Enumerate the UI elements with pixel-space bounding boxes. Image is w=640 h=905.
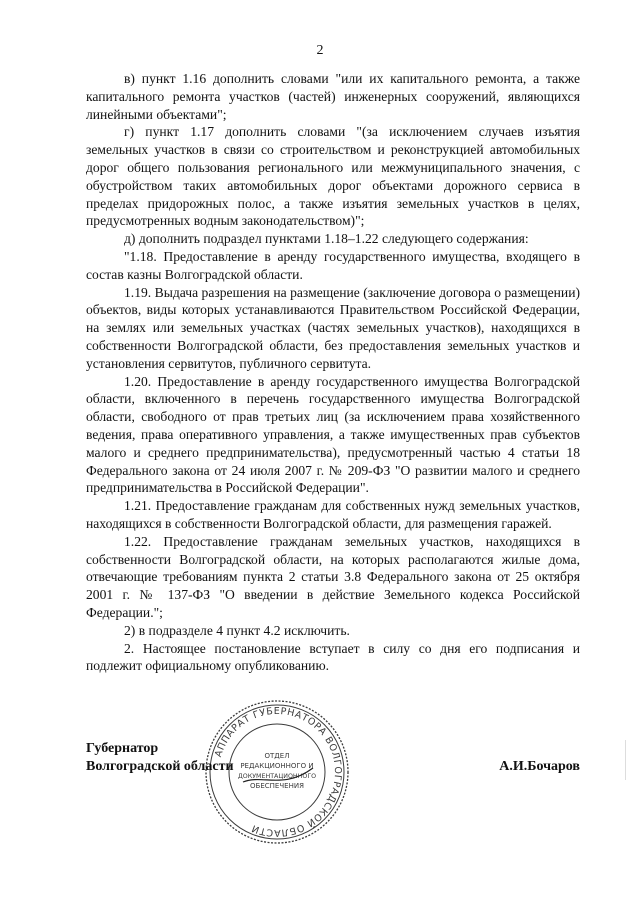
stamp-ring-text: АППАРАТ ГУБЕРНАТОРА ВОЛГОГРАДСКОЙ ОБЛАСТИ	[213, 705, 344, 839]
signatory-region: Волгоградской области	[86, 759, 234, 774]
paragraph: г) пункт 1.17 дополнить словами "(за исключением случаев изъятия земельных участков в связи со строительством и реконструкцией автомобильных дорог общего пользования регионального или межмуниципального значения, с обустройством таких автомобильных дорог объектами дорожного сервиса в пределах придорожных полос, а также изъятия земельных участков в целях, предусмотренных водным законодательством)";	[86, 124, 580, 229]
signature-block	[86, 740, 580, 776]
stamp-line: ОТДЕЛ	[264, 752, 290, 760]
page-number: 2	[316, 43, 324, 58]
paragraph: в) пункт 1.16 дополнить словами "или их капитального ремонта, а также капитального ремонта участков (частей) инженерных сооружений, являющихся линейными объектами";	[86, 71, 580, 122]
stamp-line: РЕДАКЦИОННОГО И	[240, 762, 314, 770]
paragraph: д) дополнить подраздел пунктами 1.18–1.22 следующего содержания:	[124, 231, 529, 247]
paragraph: 1.19. Выдача разрешения на размещение (заключение договора о размещении) объектов, виды которых устанавливаются Правительством Российской Федерации, на землях или земельных участках (частях земельных участков), находящихся в собственности Волгоградской области, без предоставления земельных участков и установления сервитутов, публичного сервитута.	[86, 284, 580, 371]
document-body	[86, 70, 580, 675]
scan-edge-mark	[625, 740, 626, 780]
paragraph: 2. Настоящее постановление вступает в силу со дня его подписания и подлежит официальному опубликованию.	[86, 640, 580, 674]
paragraph: 1.22. Предоставление гражданам земельных участков, находящихся в собственности Волгоградской области, на которых располагаются жилые дома, отвечающие требованиям пункта 2 статьи 3.8 Федерального закона от 25 октября 2001 г. № 137-ФЗ "О введении в действие Земельного кодекса Российской Федерации.";	[86, 533, 580, 620]
paragraph: 1.20. Предоставление в аренду государственного имущества Волгоградской области, включенного в перечень государственного имущества Волгоградской области, свободного от прав третьих лиц (за исключением права хозяйственного ведения, права оперативного управления, а также имущественных прав субъектов малого и среднего предпринимательства), предусмотренный частью 4 статьи 18 Федерального закона от 24 июля 2007 г. № 209-ФЗ "О развитии малого и среднего предпринимательства в Российской Федерации".	[86, 373, 580, 496]
paragraph: "1.18. Предоставление в аренду государственного имущества, входящего в состав казны Волгоградской области.	[86, 248, 580, 282]
paragraph: 2) в подразделе 4 пункт 4.2 исключить.	[124, 622, 350, 638]
stamp-line: ДОКУМЕНТАЦИОННОГО	[237, 773, 317, 780]
paragraph: 1.21. Предоставление гражданам для собственных нужд земельных участков, находящихся в собственности Волгоградской области, для размещения гаражей.	[86, 498, 580, 531]
stamp-line: ОБЕСПЕЧЕНИЯ	[250, 782, 304, 790]
signatory-title: Губернатор	[86, 741, 159, 756]
signatory-name: А.И.Бочаров	[499, 759, 580, 774]
